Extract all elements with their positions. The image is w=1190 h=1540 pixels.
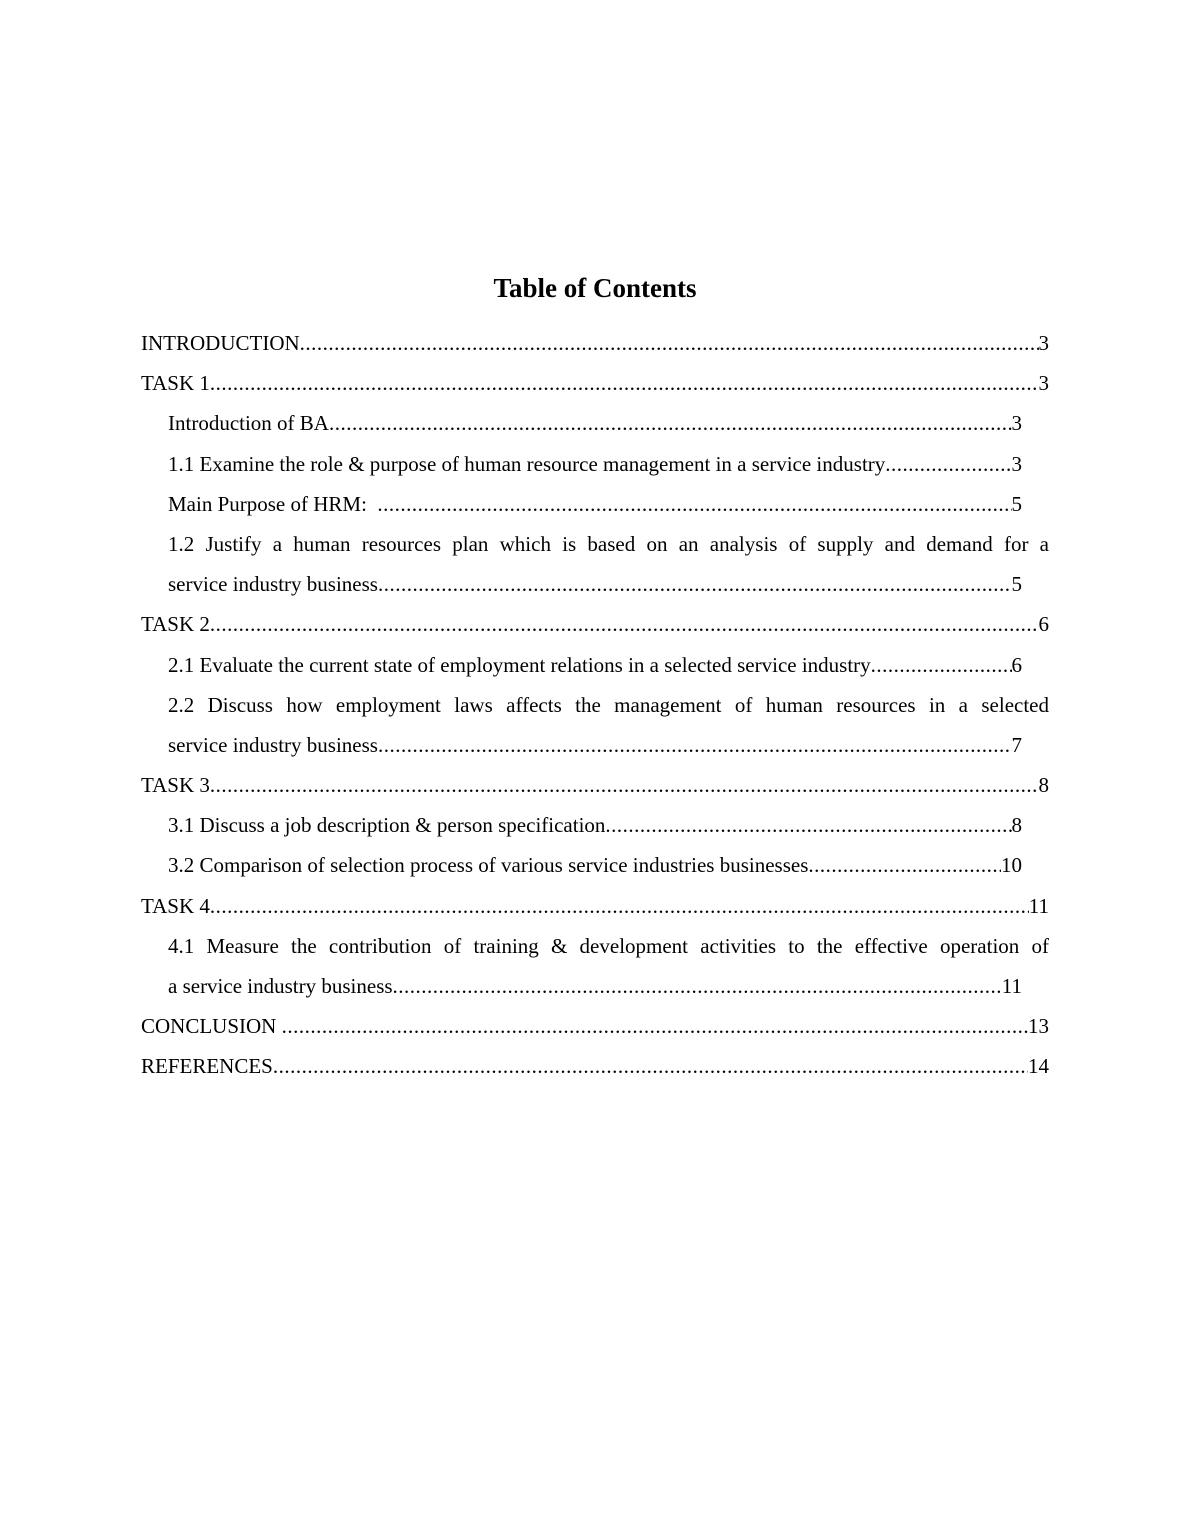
toc-entry-label: 3.1 Discuss a job description & person specification — [168, 813, 606, 838]
toc-entry-label: 1.1 Examine the role & purpose of human resource management in a service industry — [168, 451, 886, 476]
toc-entry-introduction-of-ba[interactable] — [168, 403, 1022, 443]
toc-page-number: 5 — [1011, 572, 1022, 597]
toc-page-number: 3 — [1011, 411, 1022, 436]
toc-entry-references[interactable] — [141, 1046, 1049, 1086]
toc-entry-task-4[interactable] — [141, 886, 1049, 926]
toc-page-number: 6 — [1011, 652, 1022, 677]
toc-entry-conclusion[interactable] — [141, 1006, 1049, 1046]
dot-leader — [273, 1046, 1028, 1086]
toc-entry-label: 3.2 Comparison of selection process of various service industries businesses — [168, 853, 809, 878]
toc-entry-label: TASK 2 — [141, 612, 210, 637]
dot-leader — [808, 845, 1001, 885]
toc-entry-2-2[interactable] — [168, 685, 1049, 765]
toc-title: Table of Contents — [493, 273, 697, 303]
toc-entry-label: Main Purpose of HRM: — [168, 491, 378, 516]
toc-page-number: 6 — [1038, 612, 1049, 637]
dot-leader — [282, 1006, 1028, 1046]
toc-entry-3-2[interactable] — [168, 845, 1022, 885]
toc-entry-task-2[interactable] — [141, 604, 1049, 644]
toc-entry-label: TASK 1 — [141, 371, 210, 396]
toc-entry-label: INTRODUCTION — [141, 331, 300, 355]
toc-page-number: 8 — [1011, 813, 1022, 838]
toc-page-number: 10 — [1001, 853, 1022, 878]
toc-entry-label-line-2: service industry business — [168, 572, 378, 597]
dot-leader — [393, 966, 1002, 1006]
toc-entry-1-1[interactable] — [168, 444, 1022, 484]
toc-page-number: 3 — [1011, 451, 1022, 476]
toc-page-number: 11 — [1028, 893, 1049, 918]
dot-leader — [377, 484, 1011, 524]
toc-page-number: 11 — [1001, 974, 1022, 998]
dot-leader — [210, 886, 1029, 926]
dot-leader — [605, 805, 1011, 845]
table-of-contents — [141, 323, 1049, 1087]
toc-entry-1-2[interactable] — [168, 524, 1049, 604]
dot-leader — [378, 725, 1012, 765]
toc-entry-introduction[interactable] — [141, 323, 1049, 363]
toc-page-number: 7 — [1011, 732, 1022, 757]
toc-page-number: 3 — [1038, 371, 1049, 396]
toc-entry-label: TASK 4 — [141, 893, 210, 918]
dot-leader — [210, 363, 1039, 403]
toc-entry-label: CONCLUSION — [141, 1014, 282, 1039]
dot-leader — [871, 645, 1012, 685]
toc-entry-task-1[interactable] — [141, 363, 1049, 403]
toc-entry-label-line-1: 4.1 Measure the contribution of training & development activities to the effective operation of — [168, 933, 1049, 958]
dot-leader — [378, 564, 1012, 604]
toc-entry-label-line-1: 1.2 Justify a human resources plan which is based on an analysis of supply and demand for a — [168, 531, 1049, 556]
dot-leader — [329, 403, 1012, 443]
toc-entry-label-line-2: service industry business — [168, 732, 378, 757]
toc-page-number: 14 — [1028, 1054, 1049, 1079]
toc-entry-label: 2.1 Evaluate the current state of employment relations in a selected service industry — [168, 652, 871, 677]
toc-entry-4-1[interactable] — [168, 926, 1049, 1006]
toc-page-number: 3 — [1038, 331, 1049, 355]
toc-page-number: 13 — [1028, 1014, 1049, 1039]
dot-leader — [210, 765, 1039, 805]
dot-leader — [300, 323, 1039, 363]
toc-entry-label: REFERENCES — [141, 1054, 273, 1079]
toc-entry-main-purpose-of-hrm[interactable] — [168, 484, 1022, 524]
toc-entry-task-3[interactable] — [141, 765, 1049, 805]
toc-entry-label: Introduction of BA — [168, 411, 329, 436]
toc-entry-2-1[interactable] — [168, 645, 1022, 685]
toc-page-number: 5 — [1011, 491, 1022, 516]
toc-page-number: 8 — [1038, 773, 1049, 798]
toc-entry-3-1[interactable] — [168, 805, 1022, 845]
toc-entry-label: TASK 3 — [141, 773, 210, 798]
dot-leader — [210, 604, 1039, 644]
toc-entry-label-line-2: a service industry business — [168, 974, 393, 998]
dot-leader — [885, 444, 1011, 484]
toc-entry-label-line-1: 2.2 Discuss how employment laws affects the management of human resources in a selected — [168, 692, 1049, 717]
